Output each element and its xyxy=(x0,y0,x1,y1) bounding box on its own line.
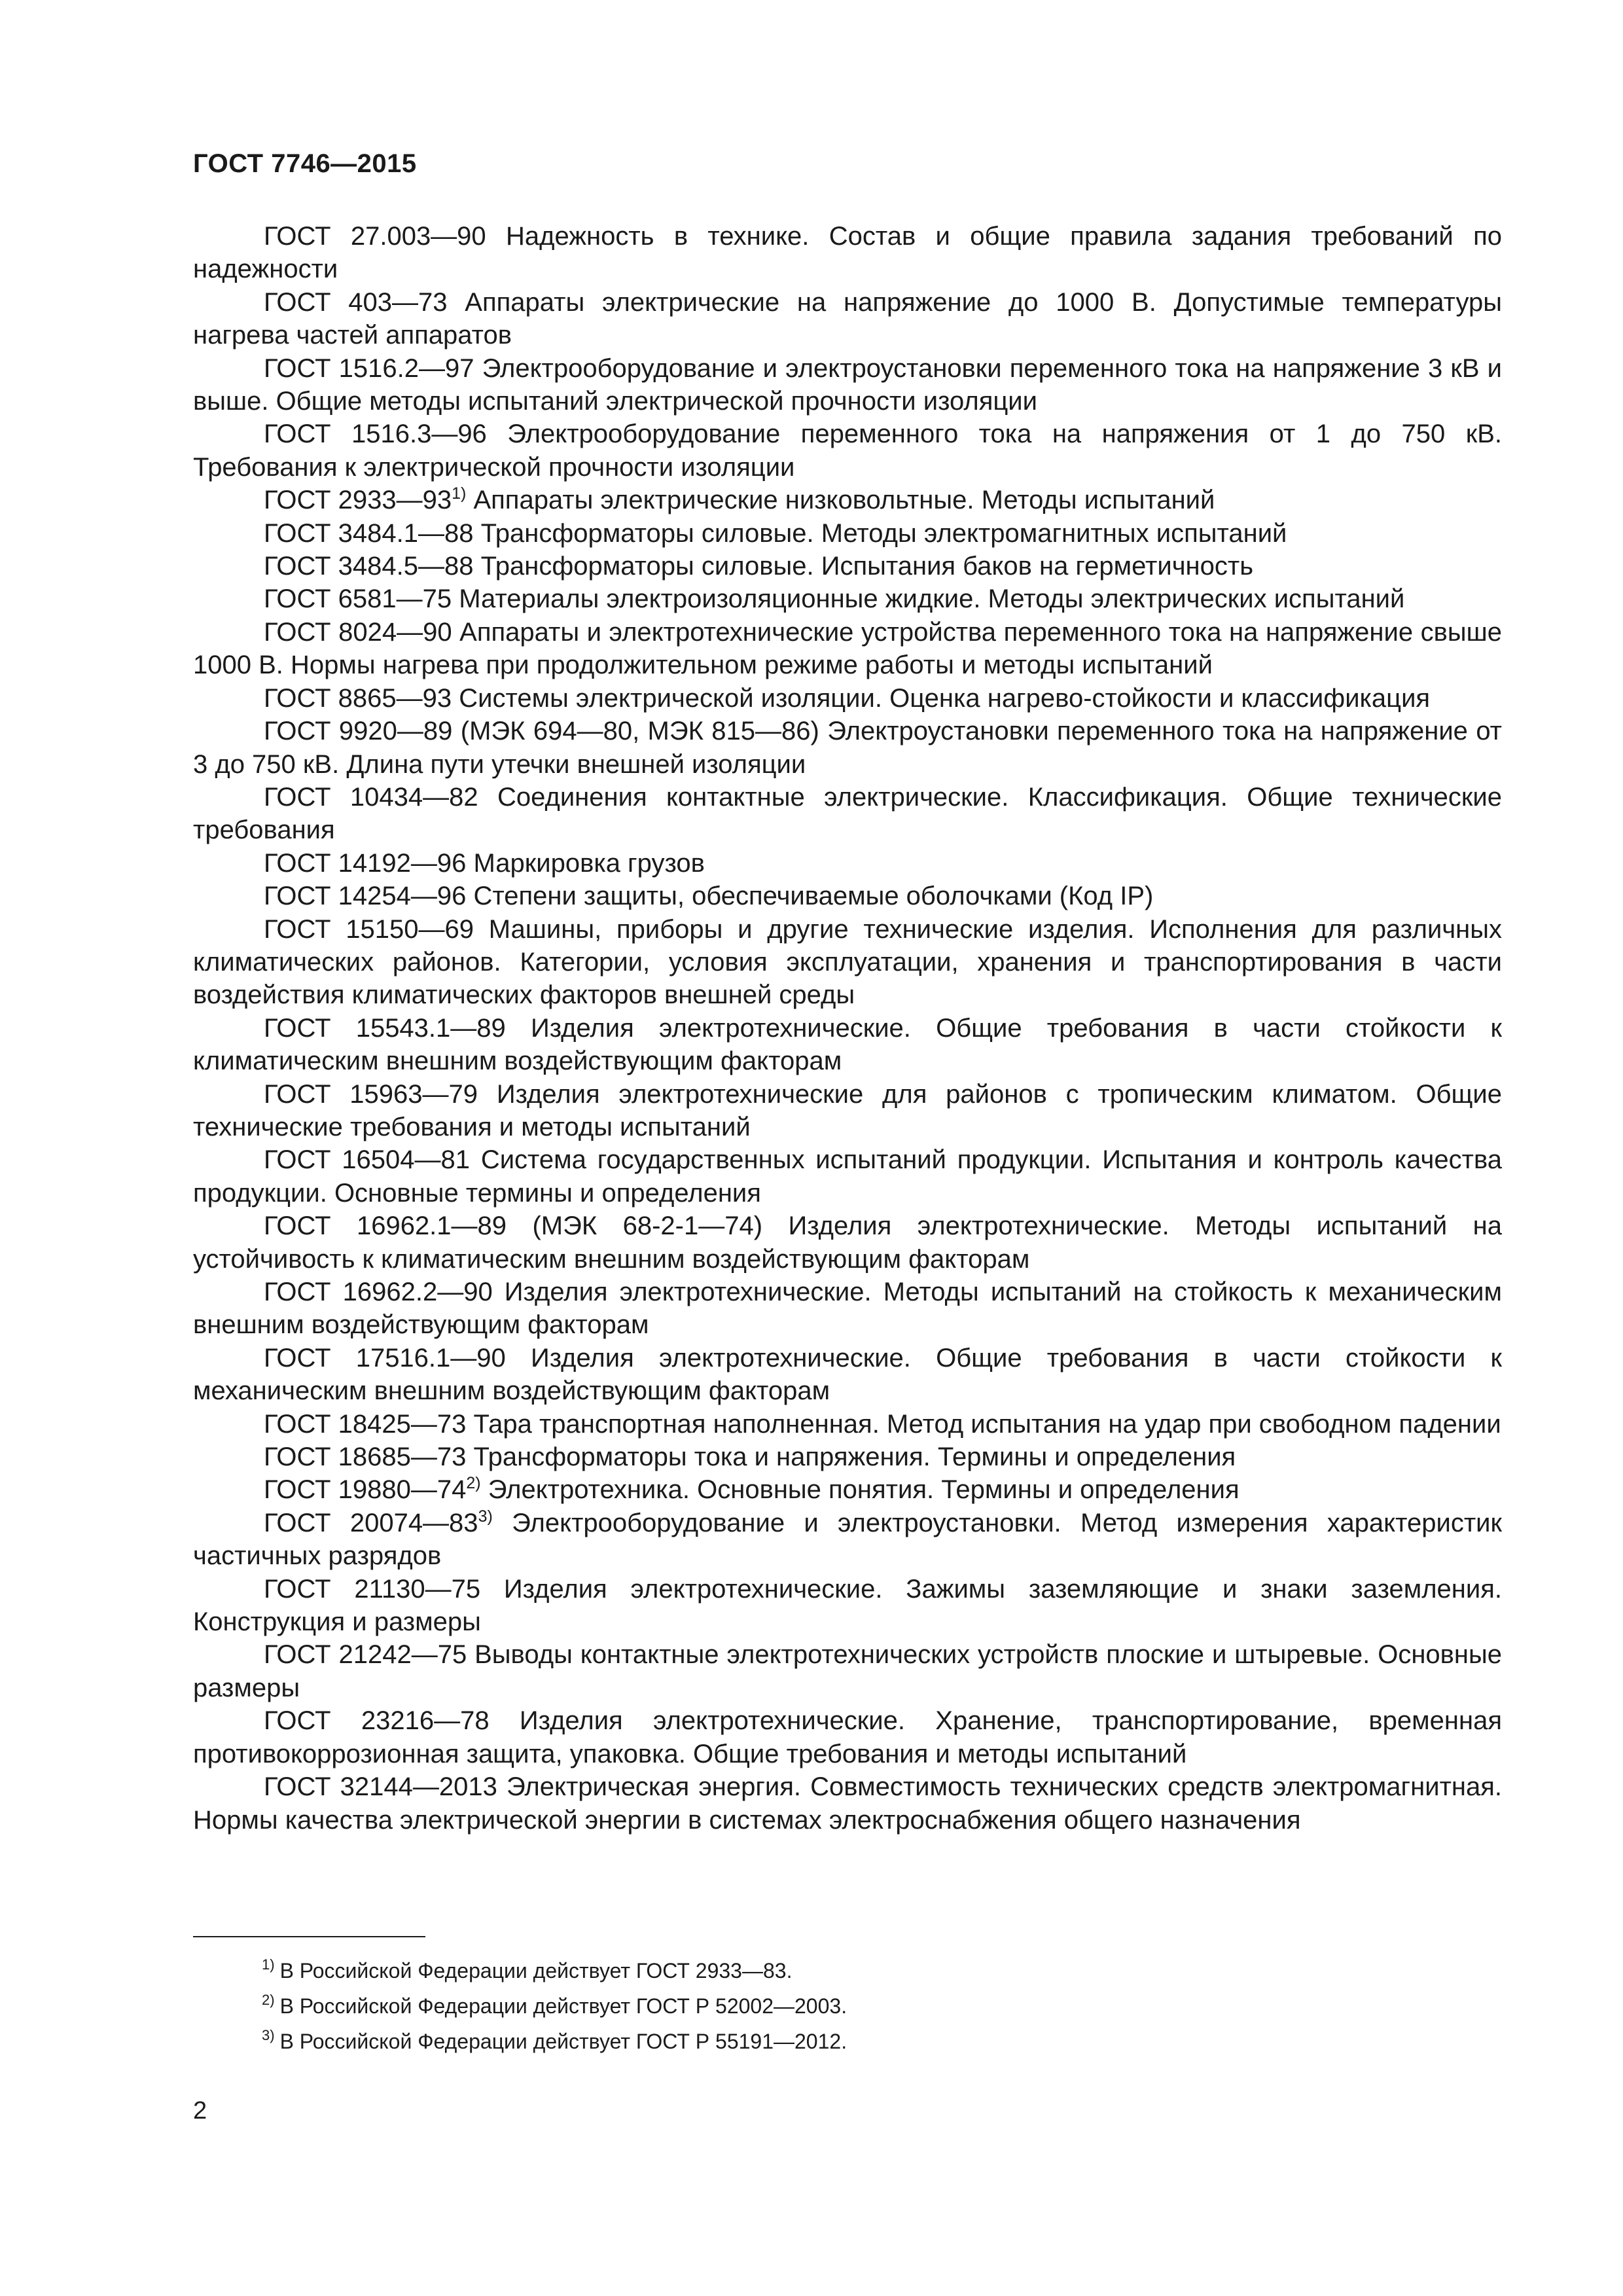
reference-text: Электротехника. Основные понятия. Термины и определения xyxy=(480,1475,1240,1505)
footnote-divider xyxy=(193,1936,425,1937)
reference-item: ГОСТ 403—73 Аппараты электрические на напряжение до 1000 В. Допустимые температуры нагрева частей аппаратов xyxy=(193,287,1502,350)
page-header: ГОСТ 7746—2015 xyxy=(193,149,417,178)
footnote-mark: 2) xyxy=(262,1992,275,2008)
reference-item: ГОСТ 1516.3—96 Электрооборудование переменного тока на напряжения от 1 до 750 кВ. Требования к электрической прочности изоляции xyxy=(193,420,1502,482)
reference-item xyxy=(193,484,1502,516)
reference-item: ГОСТ 8024—90 Аппараты и электротехнические устройства переменного тока на напряжение свыше 1000 В. Нормы нагрева при продолжительном режиме работы и методы испытаний xyxy=(193,617,1502,680)
reference-item xyxy=(193,1507,1502,1573)
footnotes-list xyxy=(193,1954,1502,2060)
reference-item: ГОСТ 8865—93 Системы электрической изоляции. Оценка нагрево-стойкости и классификация xyxy=(264,683,1431,713)
reference-text: Электрооборудование и электроустановки. Метод измерения характеристик частичных разрядов xyxy=(193,1508,1502,1571)
reference-item: ГОСТ 23216—78 Изделия электротехнические. Хранение, транспортирование, временная противокоррозионная защита, упаковка. Общие требования и методы испытаний xyxy=(193,1706,1502,1768)
reference-item: ГОСТ 32144—2013 Электрическая энергия. Совместимость технических средств электромагнитная. Нормы качества электрической энергии в системах электроснабжения общего назначения xyxy=(193,1772,1502,1835)
footnote-mark: 3) xyxy=(262,2027,275,2043)
reference-item: ГОСТ 9920—89 (МЭК 694—80, МЭК 815—86) Электроустановки переменного тока на напряжение от 3 до 750 кВ. Длина пути утечки внешней изоляции xyxy=(193,717,1502,779)
footnote-item xyxy=(193,1954,1502,1988)
reference-item: ГОСТ 10434—82 Соединения контактные электрические. Классификация. Общие технические требования xyxy=(193,782,1502,845)
footnote-text: В Российской Федерации действует ГОСТ Р 55191—2012. xyxy=(279,2030,847,2053)
reference-item: ГОСТ 15963—79 Изделия электротехнические для районов с тропическим климатом. Общие технические требования и методы испытаний xyxy=(193,1079,1502,1141)
reference-text: Аппараты электрические низковольтные. Методы испытаний xyxy=(466,486,1215,515)
reference-item: ГОСТ 16962.1—89 (МЭК 68-2-1—74) Изделия электротехнические. Методы испытаний на устойчивость к климатическим внешним воздействующим факторам xyxy=(193,1211,1502,1274)
reference-item: ГОСТ 18425—73 Тара транспортная наполненная. Метод испытания на удар при свободном падении xyxy=(264,1409,1501,1439)
reference-item: ГОСТ 3484.5—88 Трансформаторы силовые. Испытания баков на герметичность xyxy=(264,552,1254,581)
footnote-item xyxy=(193,2024,1502,2058)
reference-item: ГОСТ 16962.2—90 Изделия электротехнические. Методы испытаний на стойкость к механическим внешним воздействующим факторам xyxy=(193,1278,1502,1340)
footnote-marker[interactable]: 2) xyxy=(466,1474,481,1493)
reference-item xyxy=(193,1473,1502,1506)
page-number: 2 xyxy=(193,2097,207,2125)
reference-item: ГОСТ 14254—96 Степени защиты, обеспечиваемые оболочками (Код IP) xyxy=(264,882,1154,911)
reference-item: ГОСТ 14192—96 Маркировка грузов xyxy=(264,848,705,878)
footnote-item xyxy=(193,1989,1502,2023)
footnote-text: В Российской Федерации действует ГОСТ Р 52002—2003. xyxy=(279,1994,847,2018)
reference-item: ГОСТ 15150—69 Машины, приборы и другие технические изделия. Исполнения для различных климатических районов. Категории, условия эксплуатации, хранения и транспортирования в части воздействия климатических факторов внешней среды xyxy=(193,914,1502,1010)
footnote-marker[interactable]: 3) xyxy=(478,1507,493,1526)
footnote-text: В Российской Федерации действует ГОСТ 2933—83. xyxy=(279,1959,793,1982)
footnote-marker[interactable]: 1) xyxy=(452,484,467,503)
footnote-mark: 1) xyxy=(262,1956,275,1973)
reference-item: ГОСТ 21130—75 Изделия электротехнические. Зажимы заземляющие и знаки заземления. Конструкция и размеры xyxy=(193,1574,1502,1637)
reference-item: ГОСТ 6581—75 Материалы электроизоляционные жидкие. Методы электрических испытаний xyxy=(264,584,1405,614)
reference-item: ГОСТ 27.003—90 Надежность в технике. Состав и общие правила задания требований по надежности xyxy=(193,222,1502,284)
reference-item: ГОСТ 15543.1—89 Изделия электротехнические. Общие требования в части стойкости к климатическим внешним воздействующим факторам xyxy=(193,1013,1502,1076)
reference-item: ГОСТ 16504—81 Система государственных испытаний продукции. Испытания и контроль качества продукции. Основные термины и определения xyxy=(193,1145,1502,1208)
reference-item: ГОСТ 3484.1—88 Трансформаторы силовые. Методы электромагнитных испытаний xyxy=(264,518,1287,548)
reference-text: ГОСТ 19880—74 xyxy=(264,1475,467,1505)
reference-item: ГОСТ 18685—73 Трансформаторы тока и напряжения. Термины и определения xyxy=(264,1443,1236,1472)
references-list xyxy=(193,220,1502,1837)
reference-item: ГОСТ 17516.1—90 Изделия электротехнические. Общие требования в части стойкости к механическим внешним воздействующим факторам xyxy=(193,1343,1502,1406)
reference-item: ГОСТ 1516.2—97 Электрооборудование и электроустановки переменного тока на напряжение 3 кВ и выше. Общие методы испытаний электрической прочности изоляции xyxy=(193,353,1502,416)
reference-text: ГОСТ 20074—83 xyxy=(264,1508,478,1537)
reference-item: ГОСТ 21242—75 Выводы контактные электротехнических устройств плоские и штыревые. Основные размеры xyxy=(193,1640,1502,1702)
reference-text: ГОСТ 2933—93 xyxy=(264,486,452,515)
